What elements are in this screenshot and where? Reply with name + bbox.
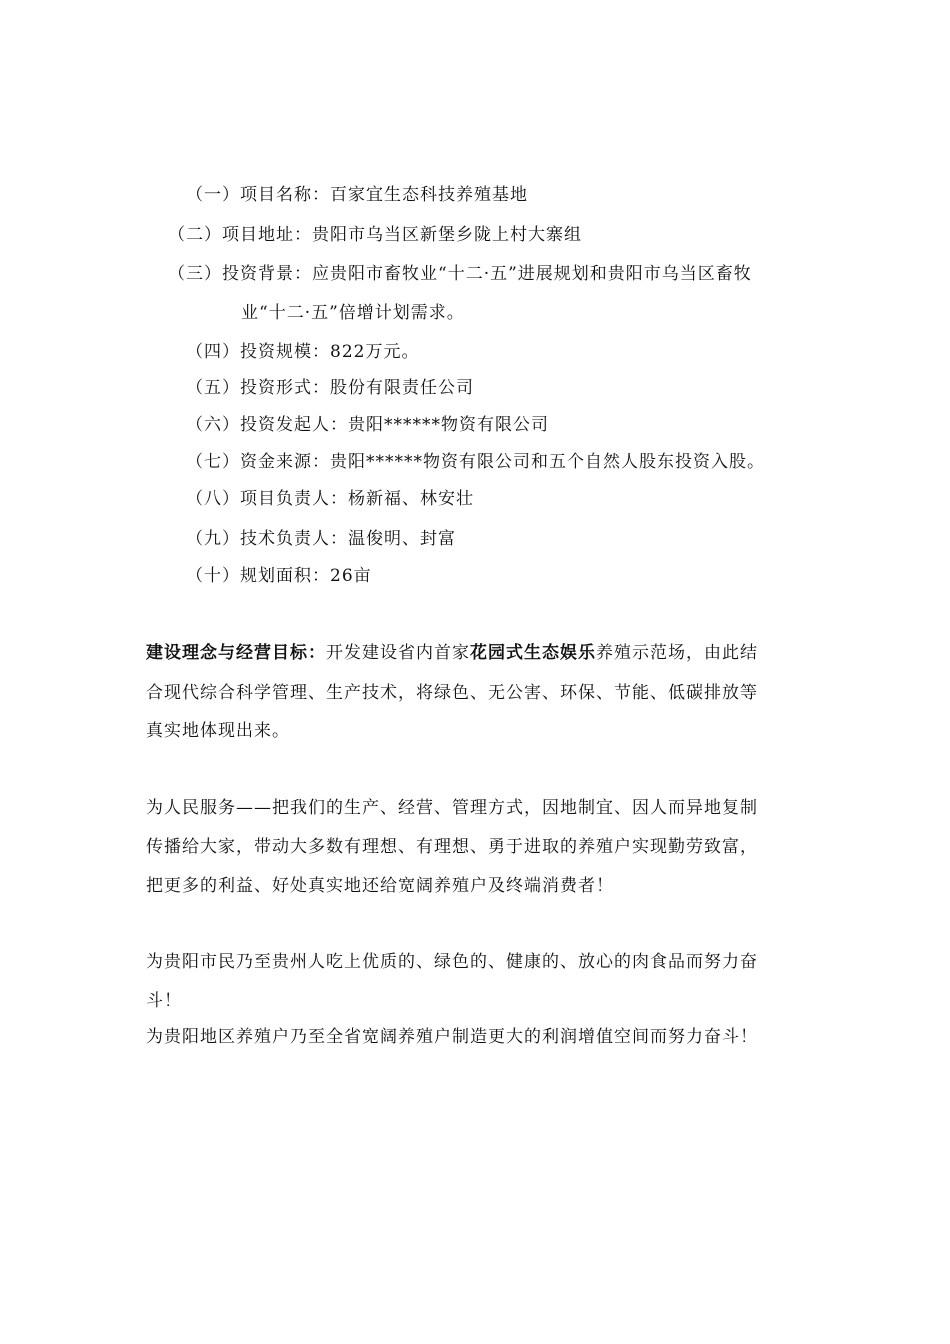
item-value: 百家宜生态科技养殖基地 <box>330 185 528 205</box>
item-investment-background <box>168 263 752 285</box>
item-project-lead <box>186 488 474 510</box>
goals-line-3: 为贵阳地区养殖户乃至全省宽阔养殖户制造更大的利润增值空间而努力奋斗！ <box>146 1027 758 1047</box>
concept-highlight: 花园式生态娱乐 <box>470 643 596 663</box>
goals-line-2: 斗！ <box>146 991 182 1011</box>
concept-text: 养殖示范场，由此结 <box>596 643 758 663</box>
item-label: （七）资金来源： <box>186 452 330 472</box>
item-label: （九）技术负责人： <box>186 529 348 549</box>
item-funding-source <box>186 451 765 473</box>
concept-line-3: 真实地体现出来。 <box>146 721 290 741</box>
item-value: 822万元。 <box>330 342 420 362</box>
item-label: （一）项目名称： <box>186 185 330 205</box>
item-investment-background-continued <box>241 302 465 324</box>
item-investment-scale <box>186 341 419 363</box>
goals-line-1: 为贵阳市民乃至贵州人吃上优质的、绿色的、健康的、放心的肉食品而努力奋 <box>146 952 758 972</box>
item-label: （五）投资形式： <box>186 378 330 398</box>
item-value: 26亩 <box>330 566 372 586</box>
concept-line-1 <box>146 642 758 664</box>
concept-text: 开发建设省内首家 <box>326 643 470 663</box>
item-value: 贵阳市乌当区新堡乡陇上村大寨组 <box>312 225 582 245</box>
item-label: （三）投资背景： <box>168 264 312 284</box>
item-investment-form <box>186 377 474 399</box>
item-label: （十）规划面积： <box>186 566 330 586</box>
item-value: 股份有限责任公司 <box>330 378 474 398</box>
item-initiator <box>186 414 549 436</box>
item-label: （二）项目地址： <box>168 225 312 245</box>
item-value: 应贵阳市畜牧业“十二·五”进展规划和贵阳市乌当区畜牧 <box>312 264 752 284</box>
item-label: （六）投资发起人： <box>186 415 348 435</box>
item-project-name <box>186 184 528 206</box>
item-label: （四）投资规模： <box>186 342 330 362</box>
item-planned-area <box>186 565 372 587</box>
item-project-address <box>168 224 582 246</box>
concept-line-2: 合现代综合科学管理、生产技术，将绿色、无公害、环保、节能、低碳排放等 <box>146 683 758 703</box>
item-label: （八）项目负责人： <box>186 489 348 509</box>
item-value: 贵阳******物资有限公司和五个自然人股东投资入股。 <box>330 452 765 472</box>
service-line-1: 为人民服务——把我们的生产、经营、管理方式，因地制宜、因人而异地复制 <box>146 798 758 818</box>
item-value: 杨新福、林安壮 <box>348 489 474 509</box>
item-value: 温俊明、封富 <box>348 529 456 549</box>
service-line-3: 把更多的利益、好处真实地还给宽阔养殖户及终端消费者！ <box>146 876 614 896</box>
item-value: 贵阳******物资有限公司 <box>348 415 549 435</box>
concept-heading: 建设理念与经营目标： <box>146 643 326 663</box>
item-value: 业“十二·五”倍增计划需求。 <box>241 303 465 323</box>
item-technical-lead <box>186 528 456 550</box>
service-line-2: 传播给大家，带动大多数有理想、有理想、勇于进取的养殖户实现勤劳致富， <box>146 837 758 857</box>
